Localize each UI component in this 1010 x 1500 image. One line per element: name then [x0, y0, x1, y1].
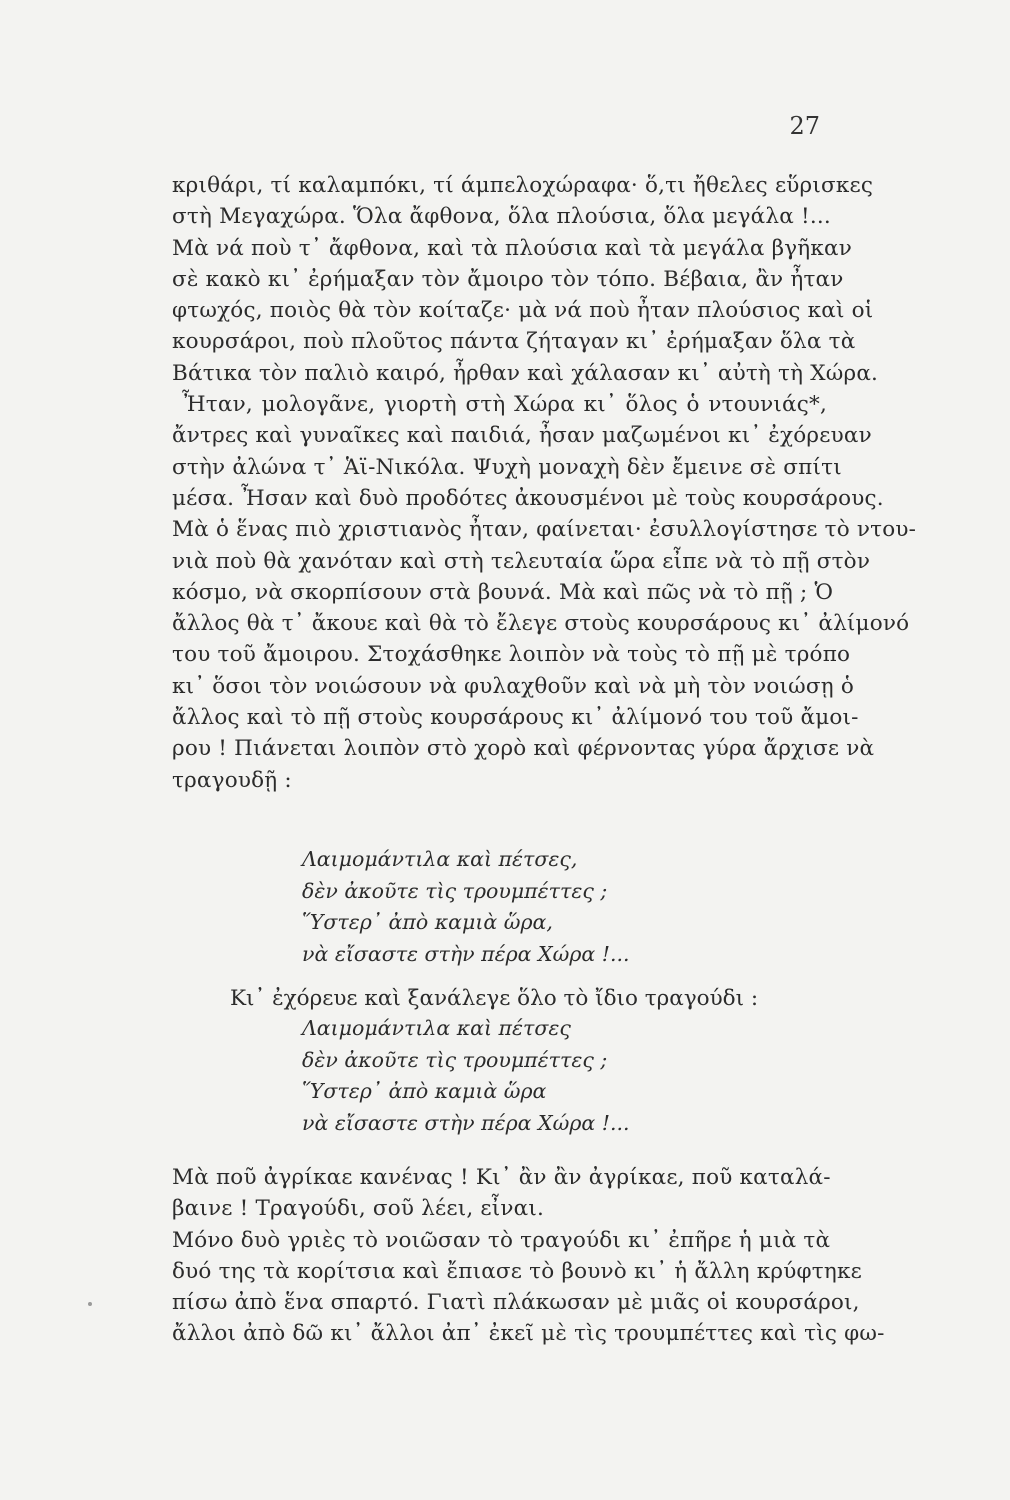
text-line: σὲ κακὸ κι᾿ ἐρήμαξαν τὸν ἄμοιρο τὸν τόπο. Βέβαια, ἂν ἦταν	[172, 266, 844, 292]
verse-line: Λαιμομάντιλα καὶ πέτσες,	[302, 847, 578, 871]
text-line: Ἦταν, μολογᾶνε, γιορτὴ στὴ Χώρα κι᾿ ὅλος ὁ ντουνιάς*,	[182, 392, 827, 418]
text-line: στὴν ἀλώνα τ᾿ Ἁϊ-Νικόλα. Ψυχὴ μοναχὴ δὲν ἔμεινε σὲ σπίτι	[172, 454, 842, 480]
text-line: ἄλλος καὶ τὸ πῇ στοὺς κουρσάρους κι᾿ ἀλίμονό του τοῦ ἄμοι-	[172, 705, 859, 731]
text-line: κόσμο, νὰ σκορπίσουν στὰ βουνά. Μὰ καὶ πῶς νὰ τὸ πῇ ; Ὁ	[172, 579, 834, 605]
print-speck	[88, 1302, 92, 1306]
text-line: Μόνο δυὸ γριὲς τὸ νοιῶσαν τὸ τραγούδι κι᾿ ἐπῆρε ἡ μιὰ τὰ	[172, 1227, 831, 1253]
text-line: πίσω ἀπὸ ἕνα σπαρτό. Γιατὶ πλάκωσαν μὲ μιᾶς οἱ κουρσάροι,	[172, 1290, 860, 1316]
body-text-upper	[172, 170, 917, 796]
text-line: Μὰ ὁ ἕνας πιὸ χριστιανὸς ἦταν, φαίνεται· ἐσυλλογίστησε τὸ ντου-	[172, 517, 917, 543]
verse-line: νὰ εἴσαστε στὴν πέρα Χώρα !...	[302, 941, 630, 966]
text-line: Μὰ ποῦ ἀγρίκαε κανένας ! Κι᾿ ἂν ἂν ἀγρίκαε, ποῦ καταλά-	[172, 1165, 831, 1190]
text-line: ἄλλοι ἀπὸ δῶ κι᾿ ἄλλοι ἀπ᾿ ἐκεῖ μὲ τὶς τρουμπέττες καὶ τὶς φω-	[172, 1321, 885, 1347]
verse-line: δὲν ἀκοῦτε τὶς τρουμπέττες ;	[302, 878, 608, 903]
text-line: τραγουδῇ :	[172, 767, 292, 793]
song-verse-first	[302, 844, 630, 970]
text-line: κριθάρι, τί καλαμπόκι, τί άμπελοχώραφα· ὅ,τι ἤθελες εὕρισκες	[172, 173, 874, 198]
text-line: κι᾿ ὅσοι τὸν νοιώσουν νὰ φυλαχθοῦν καὶ νὰ μὴ τὸν νοιώσῃ ὁ	[172, 673, 854, 699]
text-line: φτωχός, ποιὸς θὰ τὸν κοίταζε· μὰ νά ποὺ ἦταν πλούσιος καὶ οἱ	[172, 298, 874, 324]
text-line: στὴ Μεγαχώρα. Ὅλα ἄφθονα, ὅλα πλούσια, ὅλα μεγάλα !...	[172, 204, 831, 230]
interlude-line: Κι᾿ ἐχόρευε καὶ ξανάλεγε ὅλο τὸ ἴδιο τραγούδι :	[230, 986, 759, 1011]
text-line: του τοῦ ἄμοιρου. Στοχάσθηκε λοιπὸν νὰ τοὺς τὸ πῇ μὲ τρόπο	[172, 642, 851, 668]
verse-line: Ὕστερ᾿ ἀπὸ καμιὰ ὥρα	[302, 1079, 547, 1103]
text-line: κουρσάροι, ποὺ πλοῦτος πάντα ζήταγαν κι᾿ ἐρήμαξαν ὅλα τὰ	[172, 329, 856, 355]
text-line: βαινε ! Τραγούδι, σοῦ λέει, εἶναι.	[172, 1196, 545, 1222]
verse-line: Ὕστερ᾿ ἀπὸ καμιὰ ὥρα,	[302, 910, 553, 934]
body-text-lower	[172, 1162, 885, 1350]
verse-line: Λαιμομάντιλα καὶ πέτσες	[302, 1016, 571, 1040]
text-line: ἄλλος θὰ τ᾿ ἄκουε καὶ θὰ τὸ ἔλεγε στοὺς κουρσάρους κι᾿ ἀλίμονό	[172, 611, 910, 637]
text-line: νιὰ ποὺ θὰ χανόταν καὶ στὴ τελευταία ὥρα εἶπε νὰ τὸ πῇ στὸν	[172, 548, 871, 574]
text-line: ρου ! Πιάνεται λοιπὸν στὸ χορὸ καὶ φέρνοντας γύρα ἄρχισε νὰ	[172, 736, 875, 762]
verse-line: δὲν ἀκοῦτε τὶς τρουμπέττες ;	[302, 1047, 608, 1072]
song-verse-second	[302, 1013, 630, 1139]
text-line: δυό της τὰ κορίτσια καὶ ἔπιασε τὸ βουνὸ κι᾿ ἡ ἄλλη κρύφτηκε	[172, 1258, 862, 1284]
text-line: μέσα. Ἦσαν καὶ δυὸ προδότες ἀκουσμένοι μὲ τοὺς κουρσάρους.	[172, 485, 884, 511]
page-number: 27	[789, 112, 820, 140]
text-line: Μὰ νά ποὺ τ᾿ ἄφθονα, καὶ τὰ πλούσια καὶ τὰ μεγάλα βγῆκαν	[172, 235, 852, 261]
text-line: Βάτικα τὸν παλιὸ καιρό, ἦρθαν καὶ χάλασαν κι᾿ αὐτὴ τὴ Χώρα.	[172, 360, 879, 386]
text-line: ἄντρες καὶ γυναῖκες καὶ παιδιά, ἦσαν μαζωμένοι κι᾿ ἐχόρευαν	[172, 423, 872, 449]
verse-line: νὰ εἴσαστε στὴν πέρα Χώρα !...	[302, 1110, 630, 1135]
